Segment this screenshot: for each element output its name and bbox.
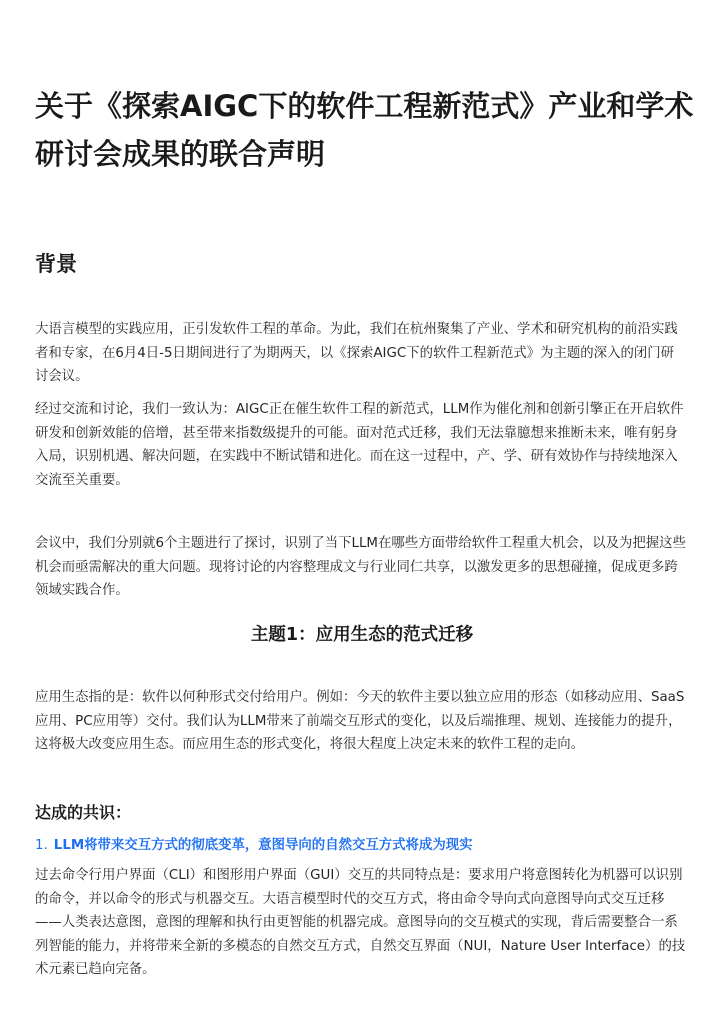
topic1-heading: 主题1：应用生态的范式迁移	[250, 625, 474, 645]
topic1-intro: 应用生态指的是：软件以何种形式交付给用户。例如：今天的软件主要以独立应用的形态（如移动应用、SaaS应用、PC应用等）交付。我们认为LLM带来了前端交互形式的变化，以及后端推理、规划、连接能力的提升，这将极大改变应用生态。而应用生态的形式变化，将很大程度上决定未来的软件工程的走向。	[35, 690, 685, 752]
consensus-item-title: LLM将带来交互方式的彻底变革，意图导向的自然交互方式将成为现实	[53, 838, 473, 853]
consensus-heading: 达成的共识：	[35, 803, 132, 822]
background-paragraph-1: 大语言模型的实践应用，正引发软件工程的革命。为此，我们在杭州聚集了产业、学术和研究机构的前沿实践者和专家，在6月4日-5日期间进行了为期两天，以《探索AIGC下的软件工程新范式》为主题的深入的闭门研讨会议。	[35, 322, 678, 384]
consensus-item-number: 1.	[35, 838, 48, 853]
background-paragraph-3: 会议中，我们分别就6个主题进行了探讨，识别了当下LLM在哪些方面带给软件工程重大机会，以及为把握这些机会而亟需解决的重大问题。现将讨论的内容整理成文与行业同仁共享，以激发更多的思想碰撞，促成更多跨领域实践合作。	[35, 536, 686, 598]
document-title: 关于《探索AIGC下的软件工程新范式》产业和学术研讨会成果的联合声明	[35, 89, 694, 171]
background-heading: 背景	[35, 252, 77, 276]
consensus-item-body: 过去命令行用户界面（CLI）和图形用户界面（GUI）交互的共同特点是：要求用户将意图转化为机器可以识别的命令，并以命令的形式与机器交互。大语言模型时代的交互方式，将由命令导向式向意图导向式交互迁移——人类表达意图，意图的理解和执行由更智能的机器完成。意图导向的交互模式的实现，背后需要整合一系列智能的能力，并将带来全新的多模态的自然交互方式，自然交互界面（NUI，Nature User Interface）的技术元素已趋向完备。	[35, 868, 686, 977]
background-paragraph-2: 经过交流和讨论，我们一致认为：AIGC正在催生软件工程的新范式，LLM作为催化剂和创新引擎正在开启软件研发和创新效能的倍增，甚至带来指数级提升的可能。面对范式迁移，我们无法靠臆想来推断未来，唯有躬身入局，识别机遇、解决问题，在实践中不断试错和进化。而在这一过程中，产、学、研有效协作与持续地深入交流至关重要。	[35, 402, 684, 488]
consensus-item-1	[35, 834, 695, 858]
